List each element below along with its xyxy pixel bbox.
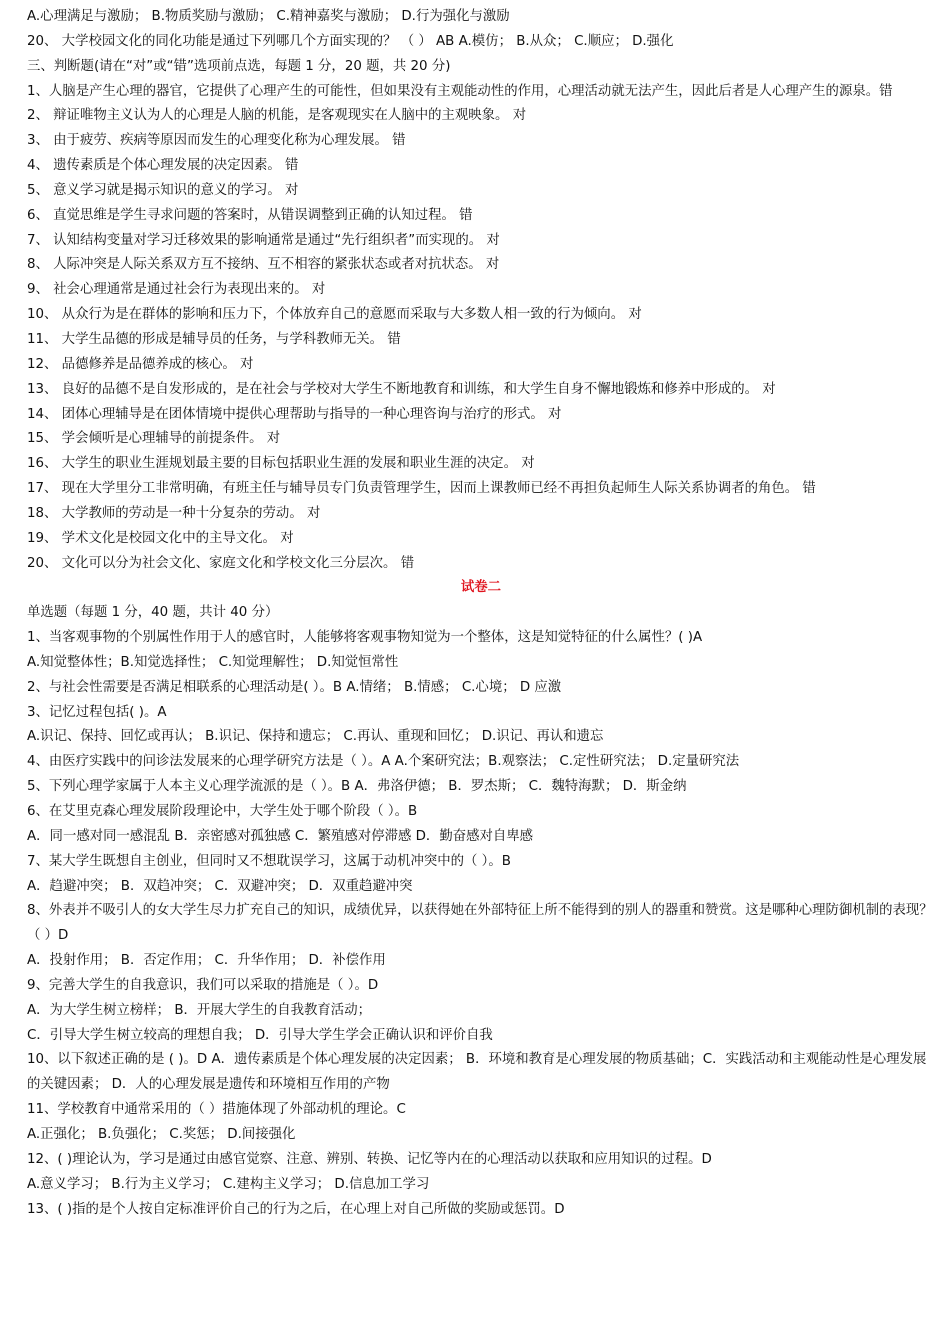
text-line: 8、外表并不吸引人的女大学生尽力扩充自己的知识，成绩优异，以获得她在外部特征上所不能得到的别人的器重和赞赏。这是哪种心理防御机制的表现？ （ ）D [27,903,933,944]
text-line: 2、 辩证唯物主义认为人的心理是人脑的机能，是客观现实在人脑中的主观映象。 对 [27,108,527,124]
text-line: 20、 大学校园文化的同化功能是通过下列哪几个方面实现的？ （ ） AB A.模仿； B.从众； C.顺应； D.强化 [27,33,674,49]
text-line: 3、记忆过程包括( )。A [27,704,167,720]
section-title: 试卷二 [460,580,502,596]
text-line: 9、 社会心理通常是通过社会行为表现出来的。 对 [27,282,326,298]
text-line: 13、 良好的品德不是自发形成的，是在社会与学校对大学生不断地教育和训练，和大学生自身不懈地锻炼和修养中形成的。 对 [27,381,776,397]
text-line: 7、某大学生既想自主创业，但同时又不想耽误学习，这属于动机冲突中的（ ）。B [27,853,511,869]
text-line: A．投射作用； B．否定作用； C．升华作用； D．补偿作用 [27,953,386,969]
text-line: A．同一感对同一感混乱 B．亲密感对孤独感 C．繁殖感对停滞感 D．勤奋感对自卑感 [27,828,534,844]
text-line: 9、完善大学生的自我意识，我们可以采取的措施是（ ）。D [27,977,379,993]
text-line: 三、判断题(请在“对”或“错”选项前点选，每题 1 分，20 题，共 20 分) [27,58,451,74]
text-line: A.知觉整体性；B.知觉选择性； C.知觉理解性； D.知觉恒常性 [27,654,399,670]
text-line: 18、 大学教师的劳动是一种十分复杂的劳动。 对 [27,505,321,521]
text-line: 4、由医疗实践中的问诊法发展来的心理学研究方法是（ ）。A A.个案研究法；B.观察法； C.定性研究法； D.定量研究法 [27,754,740,770]
text-line: 2、与社会性需要是否满足相联系的心理活动是( ）。B A.情绪； B.情感； C.心境； D 应激 [27,679,562,695]
text-line: 6、在艾里克森心理发展阶段理论中，大学生处于哪个阶段（ ）。B [27,804,418,819]
text-line: 6、 直觉思维是学生寻求问题的答案时，从错误调整到正确的认知过程。 错 [27,207,473,223]
text-line: 14、 团体心理辅导是在团体情境中提供心理帮助与指导的一种心理咨询与治疗的形式。 对 [27,406,562,422]
text-line: 13、( )指的是个人按自定标准评价自己的行为之后，在心理上对自己所做的奖励或惩罚。D [27,1201,565,1217]
text-line: 15、 学会倾听是心理辅导的前提条件。 对 [27,431,281,447]
text-line: 8、 人际冲突是人际关系双方互不接纳、互不相容的紧张状态或者对抗状态。 对 [27,257,500,273]
text-line: 单选题（每题 1 分，40 题，共计 40 分） [27,605,279,621]
text-line: A.意义学习； B.行为主义学习； C.建构主义学习； D.信息加工学习 [27,1176,430,1192]
text-line: 1、当客观事物的个别属性作用于人的感官时，人能够将客观事物知觉为一个整体，这是知觉特征的什么属性？( )A [27,630,703,646]
text-line: A．为大学生树立榜样； B．开展大学生的自我教育活动； [27,1002,371,1018]
text-line: 1、人脑是产生心理的器官，它提供了心理产生的可能性，但如果没有主观能动性的作用，心理活动就无法产生，因此后者是人心理产生的源泉。错 [27,83,893,99]
text-line: 7、 认知结构变量对学习迁移效果的影响通常是通过“先行组织者”而实现的。 对 [27,232,500,248]
text-line: 20、 文化可以分为社会文化、家庭文化和学校文化三分层次。 错 [27,555,415,571]
text-line: C．引导大学生树立较高的理想自我； D．引导大学生学会正确认识和评价自我 [27,1027,493,1043]
text-line: 11、 大学生品德的形成是辅导员的任务，与学科教师无关。 错 [27,331,401,347]
text-line: A．趋避冲突； B．双趋冲突； C．双避冲突； D．双重趋避冲突 [27,878,413,894]
text-line: 5、下列心理学家属于人本主义心理学流派的是（ ）。B A．弗洛伊德； B．罗杰斯； C．魏特海默； D．斯金纳 [27,779,687,795]
text-line: 10、以下叙述正确的是 ( )。D A．遗传素质是个体心理发展的决定因素； B．环境和教育是心理发展的物质基础；C．实践活动和主观能动性是心理发展的关键因素； D．人的心理发展是遗传和环境相互作用的产物 [27,1052,927,1093]
text-line: A.正强化； B.负强化； C.奖惩； D.间接强化 [27,1126,296,1142]
text-line: A.心理满足与激励； B.物质奖励与激励； C.精神嘉奖与激励； D.行为强化与激励 [27,9,510,24]
text-line: 12、 品德修养是品德养成的核心。 对 [27,356,254,372]
text-line: 12、( )理论认为，学习是通过由感官觉察、注意、辨别、转换、记忆等内在的心理活动以获取和应用知识的过程。D [27,1151,712,1167]
text-line: 3、 由于疲劳、疾病等原因而发生的心理变化称为心理发展。 错 [27,133,406,149]
text-line: 11、学校教育中通常采用的（ ）措施体现了外部动机的理论。C [27,1102,406,1118]
text-line: 16、 大学生的职业生涯规划最主要的目标包括职业生涯的发展和职业生涯的决定。 对 [27,456,535,472]
text-line: 5、 意义学习就是揭示知识的意义的学习。 对 [27,182,299,198]
text-line: A.识记、保持、回忆或再认； B.识记、保持和遗忘； C.再认、重现和回忆； D.识记、再认和遗忘 [27,729,604,745]
text-line: 4、 遗传素质是个体心理发展的决定因素。 错 [27,158,299,174]
text-line: 19、 学术文化是校园文化中的主导文化。 对 [27,530,294,546]
text-line: 10、 从众行为是在群体的影响和压力下，个体放弃自己的意愿而采取与大多数人相一致的行为倾向。 对 [27,307,642,323]
text-line: 17、 现在大学里分工非常明确，有班主任与辅导员专门负责管理学生，因而上课教师已经不再担负起师生人际关系协调者的角色。 错 [27,481,816,497]
document-body [27,5,935,1222]
